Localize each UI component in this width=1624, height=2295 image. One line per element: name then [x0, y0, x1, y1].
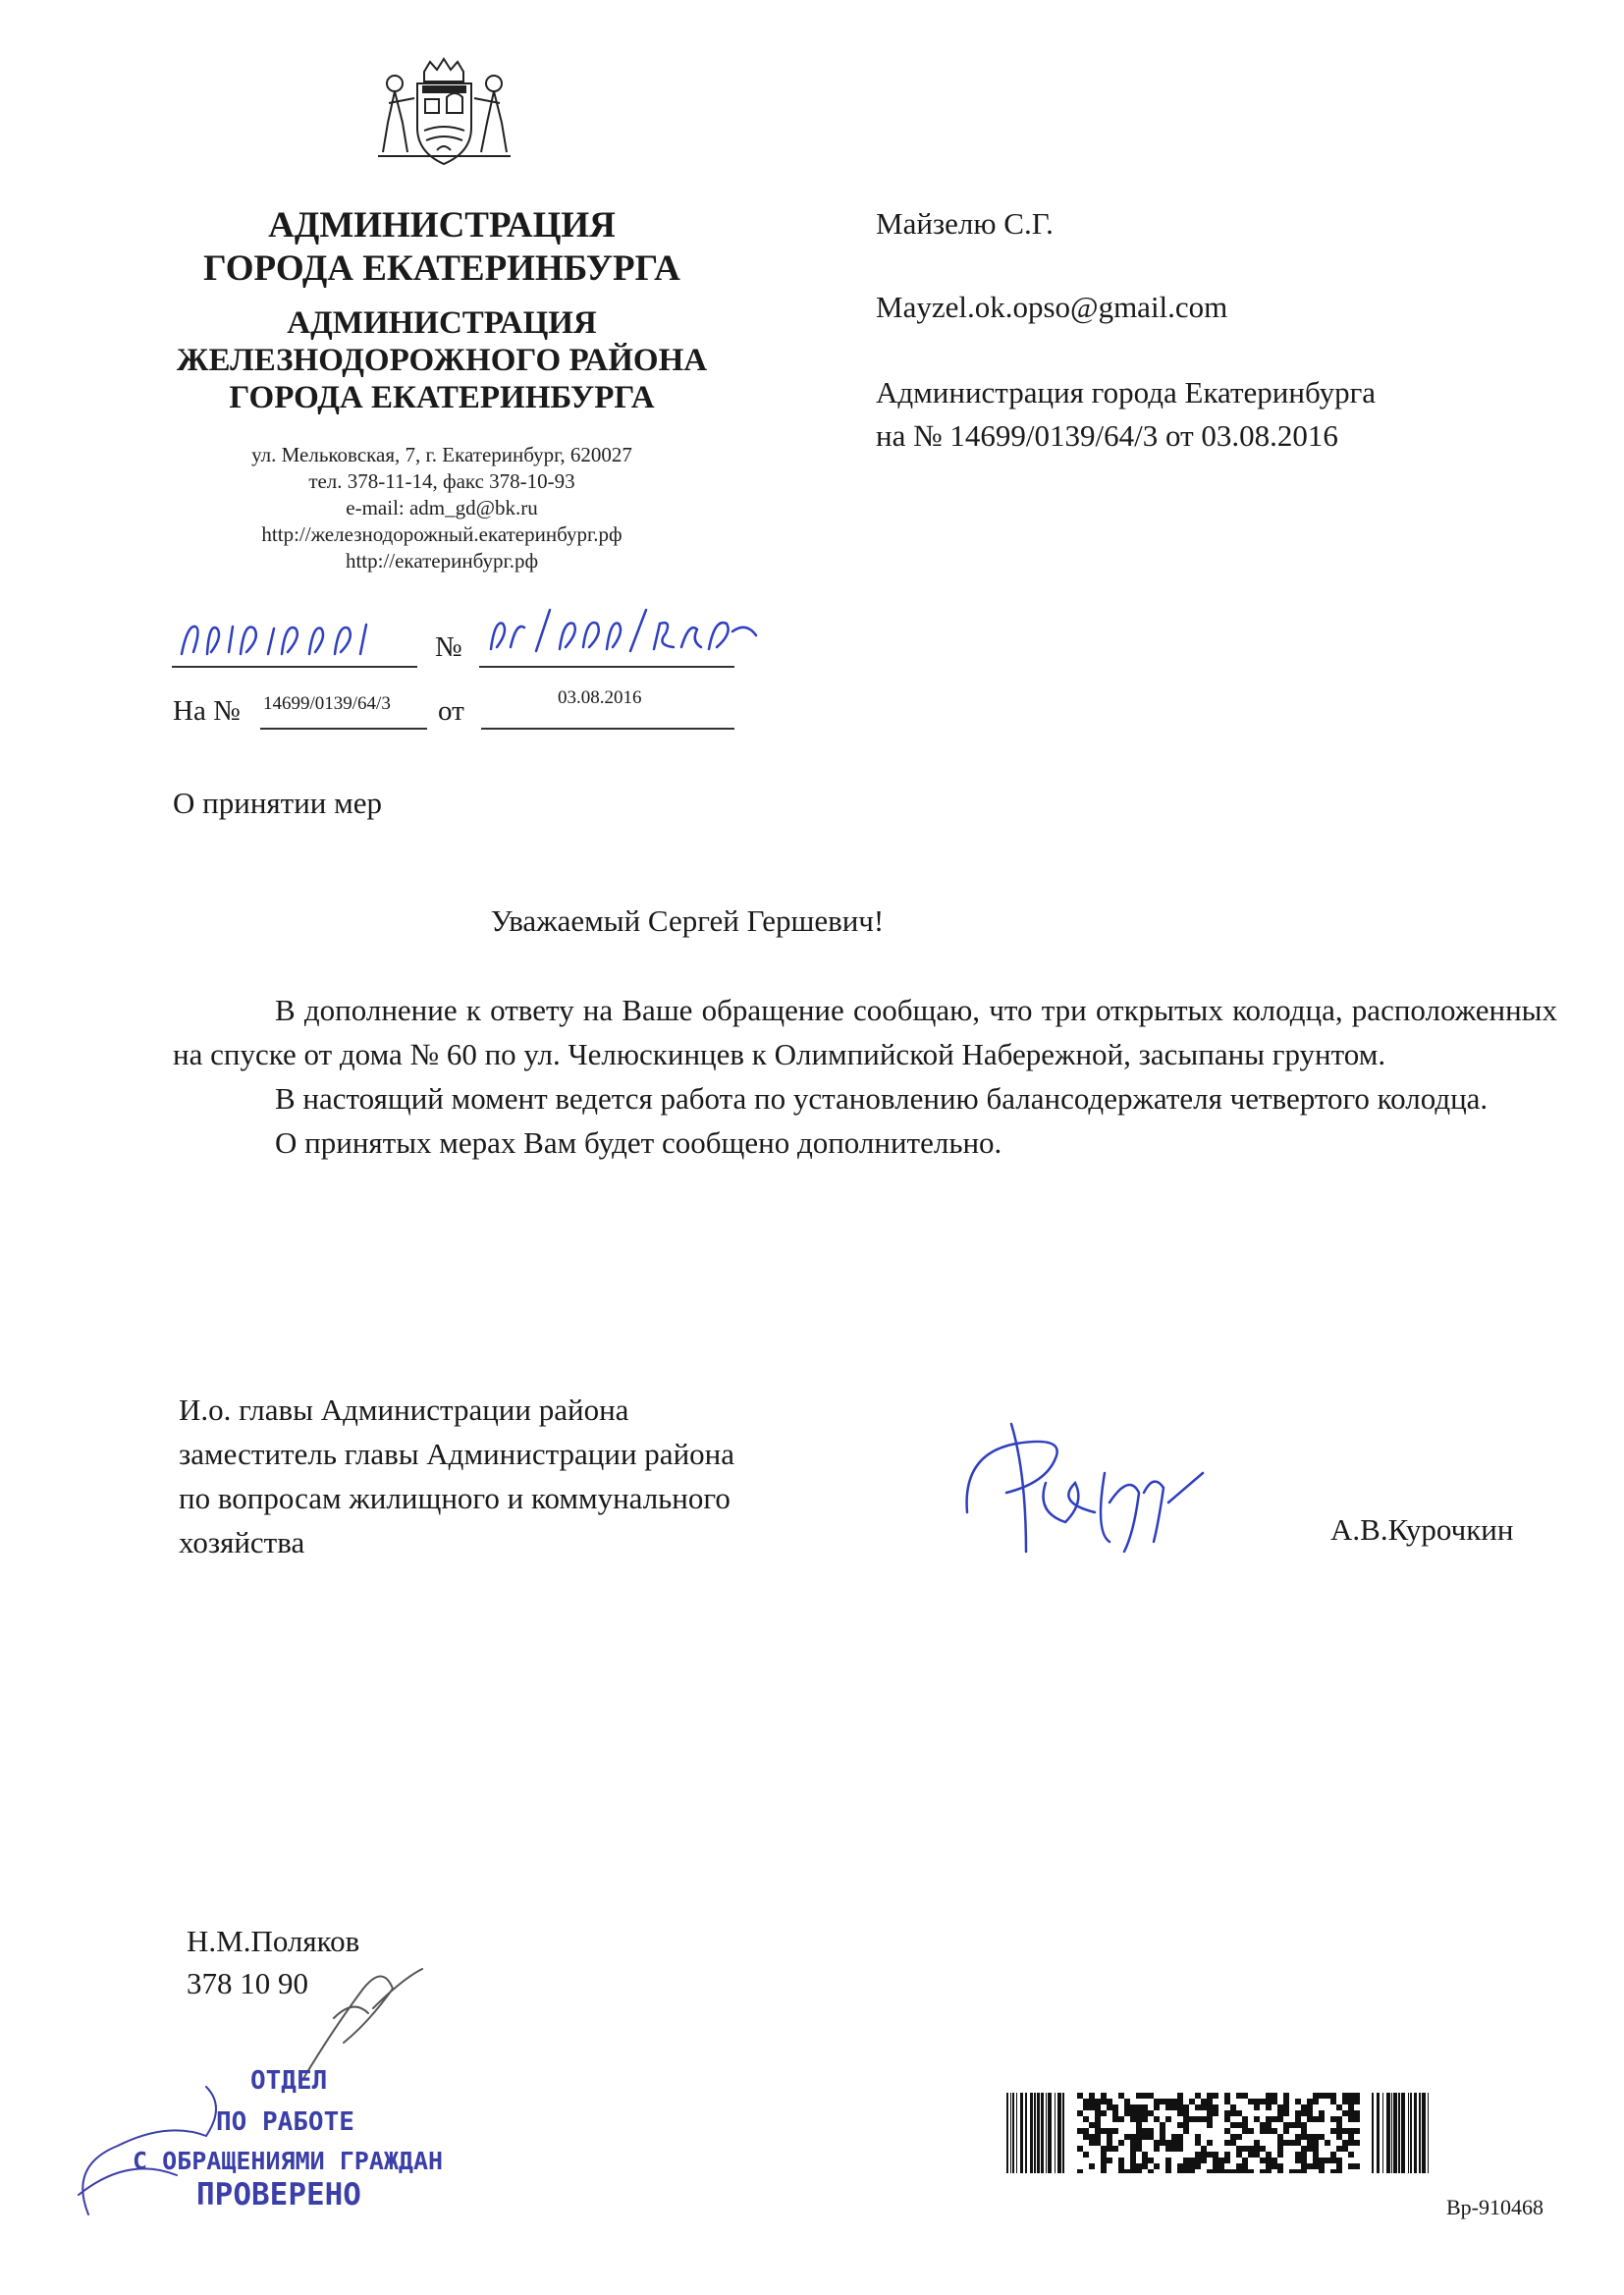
reply-date-underline — [481, 728, 734, 730]
email: e-mail: adm_gd@bk.ru — [346, 496, 538, 519]
letter-subject: О принятии мер — [173, 786, 383, 820]
reply-label: На № — [173, 695, 241, 727]
title-line: заместитель главы Администрации района — [179, 1437, 735, 1471]
verification-stamp — [59, 2048, 471, 2234]
phone: тел. 378-11-14, факс 378-10-93 — [308, 469, 575, 493]
recipient-email: Mayzel.ok.opso@gmail.com — [876, 290, 1228, 324]
reply-date: 03.08.2016 — [558, 687, 642, 708]
org-line: ГОРОДА ЕКАТЕРИНБУРГА — [203, 248, 680, 289]
website-1: http://железнодорожный.екатеринбург.рф — [261, 522, 623, 546]
reply-underline — [260, 728, 427, 730]
city-emblem-logo — [363, 54, 525, 172]
barcode-label: Вр-910468 — [1446, 2195, 1543, 2219]
executor-phone: 378 10 90 — [187, 1966, 308, 2000]
body-paragraph: В дополнение к ответу на Ваше обращение сообщаю, что три открытых колодца, расположенных на спуске от дома № 60 по ул. Челюскинцев к Олимпийской Набережной, засыпаны грунтом. — [173, 993, 1557, 1071]
body-paragraph: В настоящий момент ведется работа по установлению балансодержателя четвертого колодца. — [275, 1081, 1489, 1116]
recipient-name: Майзелю С.Г. — [876, 206, 1054, 241]
dept-line: ЖЕЛЕЗНОДОРОЖНОГО РАЙОНА — [176, 343, 708, 378]
body-paragraph: О принятых мерах Вам будет сообщено дополнительно. — [275, 1125, 1002, 1160]
greeting: Уважаемый Сергей Гершевич! — [490, 903, 885, 938]
signatory-title — [179, 1388, 734, 1564]
title-line: И.о. главы Администрации района — [179, 1393, 629, 1427]
number-label: № — [435, 631, 462, 663]
website-2: http://екатеринбург.рф — [345, 549, 539, 573]
from-label: от — [438, 695, 464, 727]
handwritten-date — [172, 607, 378, 666]
executor-name: Н.М.Поляков — [187, 1924, 360, 1958]
letter-body — [173, 988, 1557, 1165]
address: ул. Мельковская, 7, г. Екатеринбург, 620027 — [251, 443, 632, 466]
handwritten-number — [481, 602, 766, 661]
contact-block — [147, 442, 736, 574]
reply-number: 14699/0139/64/3 — [263, 693, 391, 714]
org-name — [147, 204, 736, 291]
stamp-line: ПРОВЕРЕНО — [196, 2177, 361, 2213]
stamp-line: С ОБРАЩЕНИЯМИ ГРАЖДАН — [133, 2147, 444, 2175]
number-underline — [479, 666, 734, 668]
stamp-line: ОТДЕЛ — [250, 2066, 328, 2096]
stamp-line: ПО РАБОТЕ — [216, 2107, 354, 2137]
title-line: хозяйства — [179, 1525, 305, 1559]
barcode — [1006, 2093, 1431, 2173]
recipient-org: Администрация города Екатеринбурга — [876, 375, 1377, 410]
org-line: АДМИНИСТРАЦИЯ — [268, 205, 616, 246]
recipient-ref: на № 14699/0139/64/3 от 03.08.2016 — [876, 418, 1338, 453]
signatory-name: А.В.Курочкин — [1330, 1512, 1514, 1547]
handwritten-signature — [957, 1414, 1222, 1561]
dept-line: ГОРОДА ЕКАТЕРИНБУРГА — [229, 380, 655, 415]
title-line: по вопросам жилищного и коммунального — [179, 1481, 731, 1515]
department-name — [147, 304, 736, 416]
date-underline — [172, 666, 417, 668]
dept-line: АДМИНИСТРАЦИЯ — [287, 305, 597, 341]
